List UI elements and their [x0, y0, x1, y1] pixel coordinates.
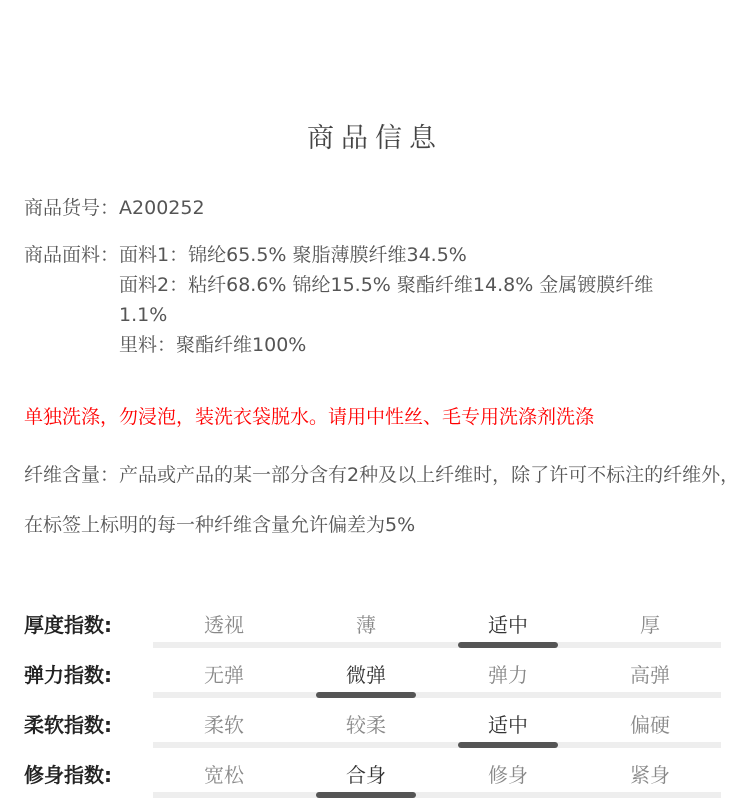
index-option: 高弹 [630, 663, 670, 687]
sku-label: 商品货号： [24, 197, 120, 219]
index-track [153, 742, 721, 748]
page-title: 商品信息 [307, 123, 443, 154]
index-label: 厚度指数: [24, 613, 112, 637]
fiber-content-note: 纤维含量：产品或产品的某一部分含有2种及以上纤维时，除了许可不标注的纤维外，在标签上标明的每一种纤维含量允许偏差为5% [24, 464, 740, 536]
sku-value: A200252 [119, 197, 205, 219]
index-option: 合身 [346, 763, 386, 787]
index-option: 较柔 [346, 713, 386, 737]
index-option: 适中 [488, 613, 528, 637]
care-warning: 单独洗涤，勿浸泡，装洗衣袋脱水。请用中性丝、毛专用洗涤剂洗涤 [24, 406, 595, 428]
fabric-row [24, 240, 689, 360]
index-track [153, 642, 721, 648]
index-option: 柔软 [204, 713, 244, 737]
index-option: 弹力 [488, 663, 528, 687]
fabric-line-2: 面料2：粘纤68.6% 锦纶15.5% 聚酯纤维14.8% 金属镀膜纤维1.1% [119, 274, 654, 326]
index-label: 修身指数: [24, 763, 112, 787]
index-option: 透视 [204, 613, 244, 637]
index-track [153, 692, 721, 698]
selected-marker [458, 742, 558, 748]
sku-row [24, 193, 205, 223]
index-option: 紧身 [630, 763, 670, 787]
elasticity-index [0, 654, 750, 704]
index-option: 薄 [356, 613, 376, 637]
selected-marker [316, 692, 416, 698]
selected-marker [316, 792, 416, 798]
thickness-index [0, 604, 750, 654]
index-track [153, 792, 721, 798]
index-option: 厚 [640, 613, 660, 637]
fit-index [0, 754, 750, 804]
selected-marker [458, 642, 558, 648]
index-label: 柔软指数: [24, 713, 112, 737]
index-option: 无弹 [204, 663, 244, 687]
fabric-line-lining: 里料：聚酯纤维100% [119, 334, 307, 356]
fabric-lines [119, 240, 689, 360]
index-option: 修身 [488, 763, 528, 787]
index-option: 偏硬 [630, 713, 670, 737]
index-label: 弹力指数: [24, 663, 112, 687]
fabric-label: 商品面料： [24, 244, 120, 266]
index-option: 宽松 [204, 763, 244, 787]
softness-index [0, 704, 750, 754]
index-option: 适中 [488, 713, 528, 737]
fabric-line-1: 面料1：锦纶65.5% 聚脂薄膜纤维34.5% [119, 244, 467, 266]
index-option: 微弹 [346, 663, 386, 687]
